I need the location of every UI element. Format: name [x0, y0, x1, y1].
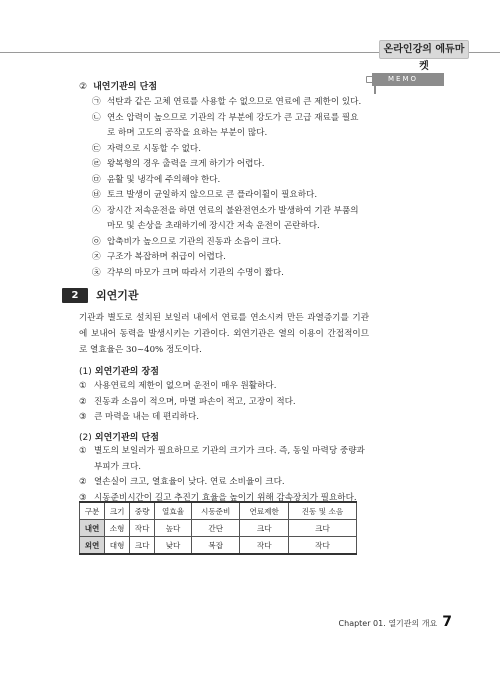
- list-item-text: 장시간 저속운전을 하면 연료의 불완전연소가 발생하여 기관 부품의 마모 및 손상을 초래하기에 장시간 저속 운전이 곤란하다.: [107, 205, 359, 231]
- list-item-text: 왕복형의 경우 출력을 크게 하기가 어렵다.: [107, 159, 265, 169]
- table-cell: 간단: [191, 520, 240, 537]
- subheading-number: (2): [79, 433, 92, 443]
- external-disadvantage-list: [79, 444, 369, 506]
- section-heading-external-engine: [62, 287, 139, 303]
- subheading-title: 외연기관의 장점: [94, 367, 159, 377]
- memo-tab-edge: [374, 86, 376, 94]
- table-cell: 크다: [130, 537, 155, 555]
- list-item: [79, 410, 369, 426]
- table-header-cell: 시동준비: [191, 502, 240, 520]
- list-marker: ㉣: [92, 159, 101, 169]
- list-item: [92, 173, 366, 189]
- list-marker: ㉩: [92, 267, 101, 278]
- list-item: [79, 475, 369, 491]
- list-marker: ㉨: [92, 252, 101, 262]
- list-item: [79, 444, 369, 475]
- table-cell: 소형: [105, 520, 130, 537]
- list-item-text: 진동과 소음이 적으며, 마멸 파손이 적고, 고장이 적다.: [94, 396, 296, 407]
- table-cell: 작다: [240, 537, 289, 555]
- table-header-cell: 연료제한: [240, 502, 289, 520]
- list-marker: ㉠: [92, 97, 101, 107]
- memo-tab: MEMO: [372, 73, 444, 86]
- list-item-text: 사용연료의 제한이 없으며 운전이 매우 원활하다.: [94, 381, 277, 391]
- table-header-cell: 진동 및 소음: [288, 502, 356, 520]
- list-item-text: 연소 압력이 높으므로 기관의 각 부분에 강도가 큰 고급 재료를 필요로 하며 고도의 공작을 요하는 부분이 많다.: [107, 112, 359, 138]
- chapter-label: Chapter 01. 열기관의 개요: [338, 619, 438, 628]
- list-marker: ㉤: [92, 174, 101, 185]
- brand-label: 온라인강의 에듀마켓: [379, 40, 469, 59]
- list-item: [79, 379, 369, 395]
- table-cell: 작다: [130, 520, 155, 537]
- table-row-label: 외연: [80, 537, 105, 555]
- table-cell: 작다: [288, 537, 356, 555]
- section-title: 내연기관의 단점: [93, 82, 158, 92]
- list-item-text: 구조가 복잡하며 취급이 어렵다.: [107, 252, 226, 262]
- subheading-title: 외연기관의 단점: [94, 433, 159, 443]
- table-header-cell: 크기: [105, 502, 130, 520]
- subheading-advantages: [79, 364, 159, 377]
- list-item: [92, 204, 366, 235]
- list-item-text: 석탄과 같은 고체 연료를 사용할 수 없으므로 연료에 큰 제한이 있다.: [107, 97, 362, 107]
- disadvantage-list: [92, 95, 366, 281]
- table-row-label: 내연: [80, 520, 105, 537]
- section-number-badge: 2: [62, 288, 88, 303]
- list-item: [92, 188, 366, 204]
- list-marker: ①: [79, 381, 87, 391]
- list-item-text: 시동준비시간이 길고 추진기 효율을 높이기 위해 감속장치가 필요하다.: [94, 492, 357, 503]
- advantage-list: [79, 379, 369, 426]
- list-item: [92, 95, 366, 111]
- list-marker: ㉦: [92, 205, 101, 216]
- table-row: [80, 537, 357, 555]
- list-item: [92, 142, 366, 158]
- table-row: [80, 520, 357, 537]
- list-marker: ②: [79, 396, 87, 407]
- list-item-text: 압축비가 높으므로 기관의 진동과 소음이 크다.: [107, 236, 282, 247]
- page-header: [0, 0, 500, 70]
- list-marker: ㉧: [92, 236, 101, 247]
- table-header-cell: 열효율: [155, 502, 192, 520]
- section-number: ②: [79, 82, 88, 92]
- table-header-cell: 구분: [80, 502, 105, 520]
- table-cell: 대형: [105, 537, 130, 555]
- list-item: [92, 111, 366, 142]
- list-marker: ③: [79, 412, 87, 422]
- list-item: [92, 266, 366, 282]
- list-item-text: 토크 발생이 균일하지 않으므로 큰 플라이휠이 필요하다.: [107, 190, 318, 200]
- table-cell: 크다: [240, 520, 289, 537]
- table-cell: 복잡: [191, 537, 240, 555]
- subheading-number: (1): [79, 367, 92, 377]
- list-item: [92, 157, 366, 173]
- list-item: [92, 250, 366, 266]
- comparison-table: [79, 501, 357, 555]
- list-item-text: 자력으로 시동할 수 없다.: [107, 143, 201, 154]
- list-item-text: 각부의 마모가 크며 따라서 기관의 수명이 짧다.: [107, 267, 284, 278]
- table-header-row: [80, 502, 357, 520]
- page-footer: [339, 614, 452, 630]
- list-marker: ①: [79, 446, 87, 456]
- list-marker: ㉡: [92, 112, 101, 123]
- list-marker: ③: [79, 492, 87, 503]
- section-title: 외연기관: [96, 289, 139, 302]
- table-header-cell: 중량: [130, 502, 155, 520]
- intro-paragraph: 기관과 별도로 설치된 보일러 내에서 연료를 연소시켜 만든 과열증기를 기관에 보내어 동력을 발생시키는 기관이다. 외연기관은 열의 이용이 간접적이므로 열효율은 30~40% 정도이다.: [79, 313, 369, 355]
- list-item: [79, 395, 369, 411]
- list-item: [92, 235, 366, 251]
- list-item-text: 열손실이 크고, 열효율이 낮다. 연료 소비율이 크다.: [94, 477, 285, 487]
- list-marker: ②: [79, 477, 87, 487]
- page-number: 7: [442, 614, 452, 630]
- table-cell: 낮다: [155, 537, 192, 555]
- list-item-text: 별도의 보일러가 필요하므로 기관의 크기가 크다. 즉, 동일 마력당 중량과 부피가 크다.: [94, 446, 365, 472]
- subheading-disadvantages: [79, 430, 159, 443]
- list-item-text: 윤활 및 냉각에 주의해야 한다.: [107, 174, 221, 185]
- table-cell: 높다: [155, 520, 192, 537]
- section-heading-disadvantages: [79, 79, 157, 92]
- list-item-text: 큰 마력을 내는 데 편리하다.: [94, 412, 199, 422]
- table-cell: 크다: [288, 520, 356, 537]
- list-marker: ㉢: [92, 143, 101, 154]
- list-marker: ㉥: [92, 190, 101, 200]
